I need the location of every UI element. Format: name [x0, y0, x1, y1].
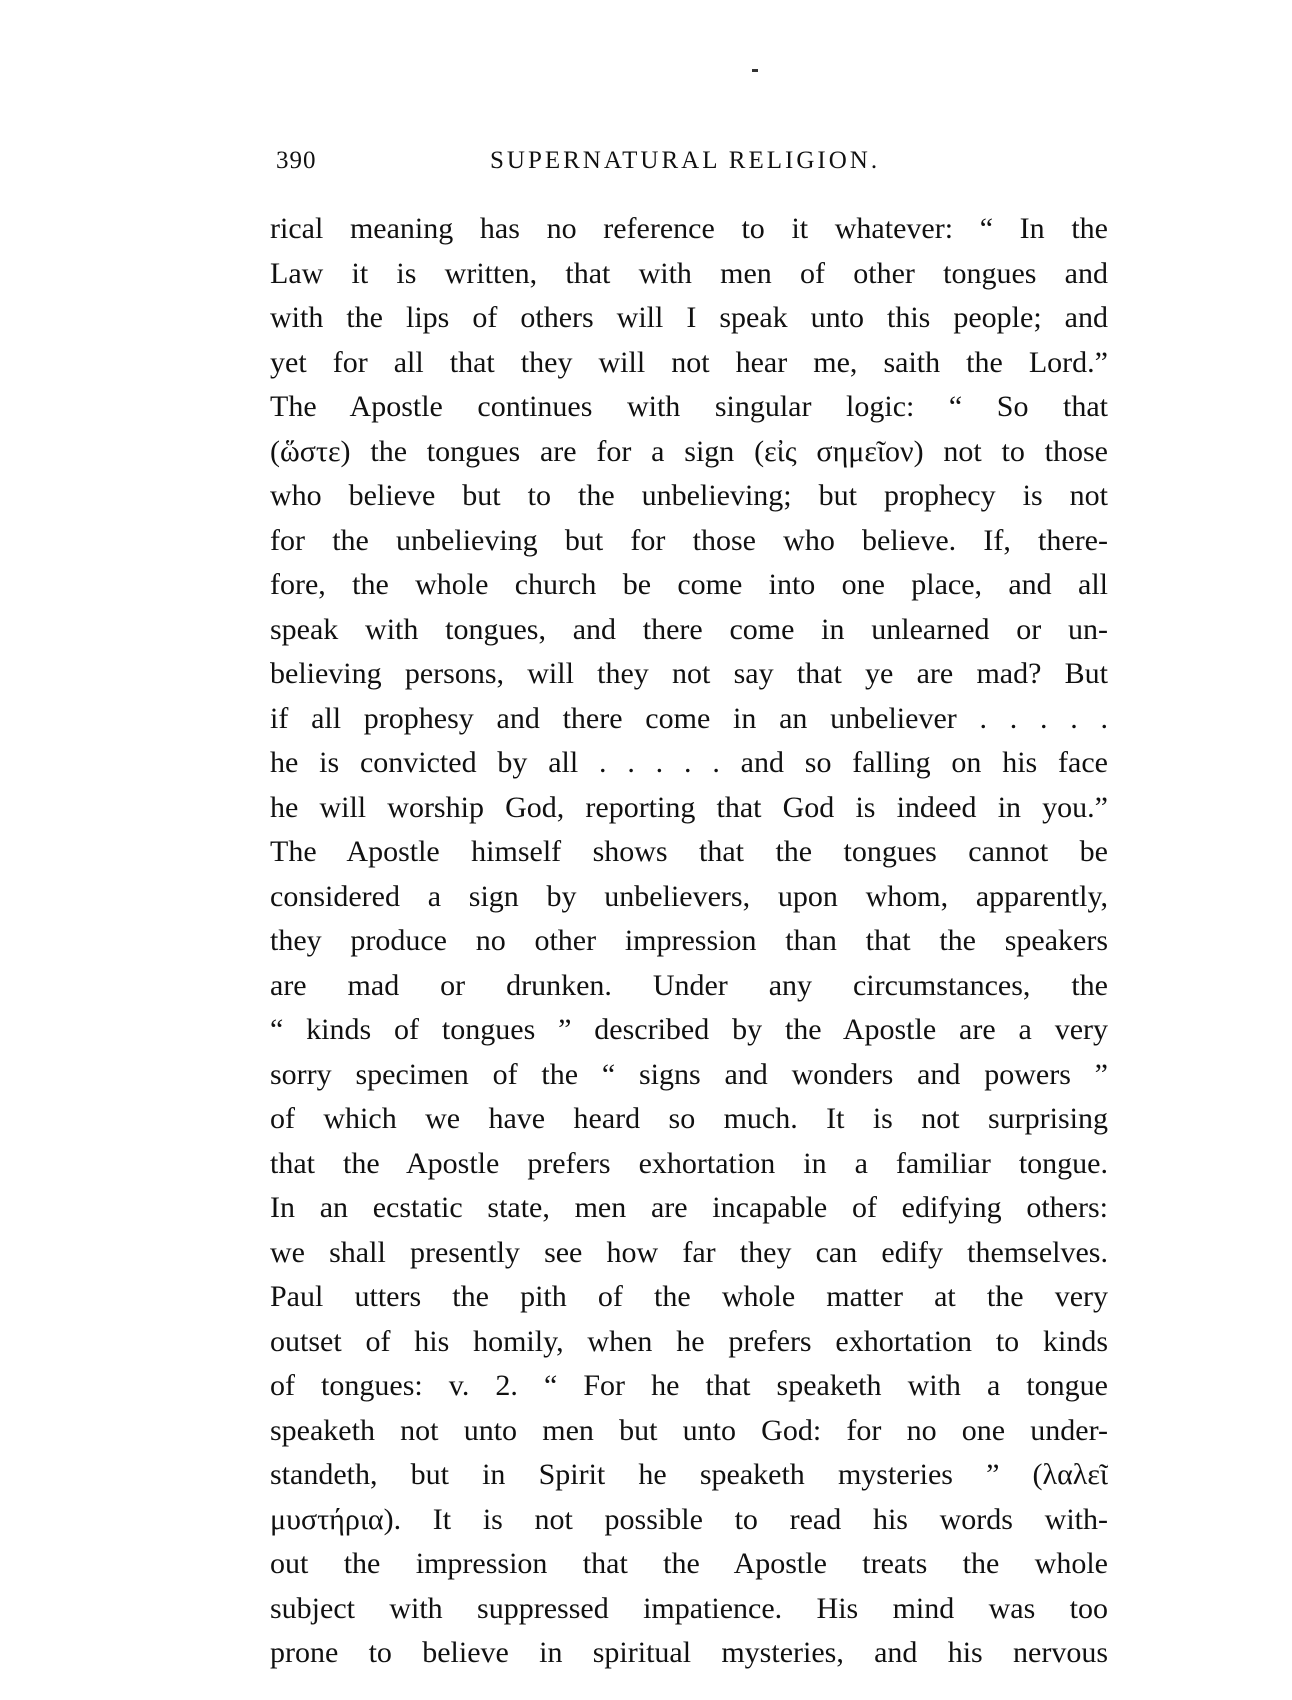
- body-text: [270, 207, 1108, 1676]
- text-line: sorry specimen of the “ signs and wonders and powers ”: [270, 1057, 1108, 1091]
- text-line: μυστήρια). It is not possible to read his words with-: [270, 1502, 1108, 1536]
- page-header: [276, 147, 1096, 187]
- text-line: they produce no other impression than that the speakers: [270, 924, 1108, 957]
- text-line: considered a sign by unbelievers, upon whom, apparently,: [270, 879, 1108, 913]
- text-line: out the impression that the Apostle treats the whole: [270, 1547, 1108, 1580]
- running-title: SUPERNATURAL RELIGION.: [490, 147, 881, 174]
- text-line: outset of his homily, when he prefers exhortation to kinds: [270, 1324, 1108, 1358]
- text-line: with the lips of others will I speak unto this people; and: [270, 301, 1108, 334]
- text-line: “ kinds of tongues ” described by the Apostle are a very: [270, 1013, 1108, 1046]
- text-line: speak with tongues, and there come in unlearned or un-: [270, 612, 1108, 646]
- text-line: for the unbelieving but for those who believe. If, there-: [270, 523, 1108, 557]
- text-line: yet for all that they will not hear me, saith the Lord.”: [270, 345, 1108, 379]
- text-line: we shall presently see how far they can edify themselves.: [270, 1235, 1108, 1269]
- print-speck: [752, 69, 758, 72]
- text-line: Law it is written, that with men of other tongues and: [270, 256, 1108, 290]
- text-line: The Apostle himself shows that the tongues cannot be: [270, 835, 1108, 868]
- text-line: prone to believe in spiritual mysteries, and his nervous: [270, 1636, 1108, 1669]
- text-line: of which we have heard so much. It is not surprising: [270, 1102, 1108, 1135]
- text-line: The Apostle continues with singular logic: “ So that: [270, 390, 1108, 423]
- text-line: if all prophesy and there come in an unbeliever . . . . .: [270, 701, 1108, 735]
- text-line: are mad or drunken. Under any circumstances, the: [270, 968, 1108, 1002]
- text-line: Paul utters the pith of the whole matter at the very: [270, 1280, 1108, 1313]
- text-line: fore, the whole church be come into one place, and all: [270, 568, 1108, 601]
- page-number: 390: [276, 147, 317, 174]
- text-line: of tongues: v. 2. “ For he that speaketh with a tongue: [270, 1369, 1108, 1402]
- text-line: he is convicted by all . . . . . and so falling on his face: [270, 746, 1108, 779]
- text-line: standeth, but in Spirit he speaketh mysteries ” (λαλεῖ: [270, 1458, 1108, 1491]
- text-line: In an ecstatic state, men are incapable of edifying others:: [270, 1191, 1108, 1224]
- text-line: he will worship God, reporting that God is indeed in you.”: [270, 790, 1108, 824]
- text-line: subject with suppressed impatience. His mind was too: [270, 1591, 1108, 1625]
- text-line: (ὥστε) the tongues are for a sign (εἰς σημεῖον) not to those: [270, 434, 1108, 468]
- text-line: who believe but to the unbelieving; but prophecy is not: [270, 479, 1108, 512]
- text-line: speaketh not unto men but unto God: for no one under-: [270, 1413, 1108, 1447]
- text-line: rical meaning has no reference to it whatever: “ In the: [270, 212, 1108, 245]
- text-line: believing persons, will they not say that ye are mad? But: [270, 657, 1108, 690]
- text-line: that the Apostle prefers exhortation in a familiar tongue.: [270, 1146, 1108, 1180]
